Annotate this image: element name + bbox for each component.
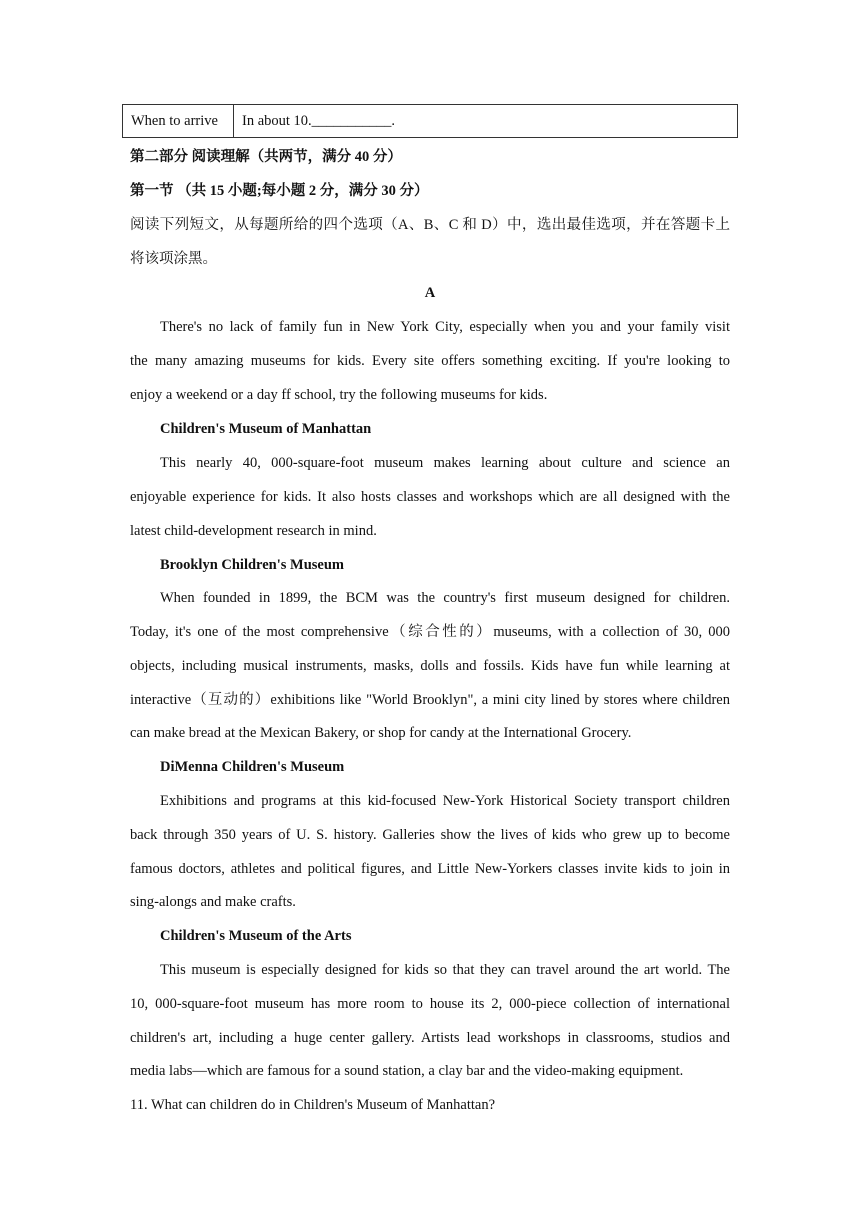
paragraph-line: 10, 000-square-foot museum has more room to house its 2, 000-piece collection of international: [130, 996, 730, 1012]
paragraph-line: Exhibitions and programs at this kid-focused New-York Historical Society transport children: [160, 793, 730, 809]
arrival-table: [122, 104, 738, 138]
table-label-cell: When to arrive: [123, 105, 234, 138]
museum-heading: DiMenna Children's Museum: [160, 759, 345, 775]
paragraph-line: When founded in 1899, the BCM was the country's first museum designed for children.: [160, 590, 730, 606]
paragraph-line: enjoyable experience for kids. It also hosts classes and workshops which are all designed with the: [130, 489, 730, 505]
paragraph-line: This museum is especially designed for kids so that they can travel around the art world. The: [160, 962, 730, 978]
paragraph-line: sing-alongs and make crafts.: [130, 894, 296, 910]
part-title: 第二部分 阅读理解（共两节，满分 40 分）: [130, 149, 402, 165]
section-title: 第一节 （共 15 小题;每小题 2 分，满分 30 分）: [130, 183, 429, 199]
museum-heading: Brooklyn Children's Museum: [160, 557, 344, 573]
paragraph-line: media labs—which are famous for a sound station, a clay bar and the video-making equipment.: [130, 1063, 684, 1079]
paragraph-line: famous doctors, athletes and political figures, and Little New-Yorkers classes invite kids to join in: [130, 861, 730, 877]
paragraph-line: objects, including musical instruments, masks, dolls and fossils. Kids have fun while learning at: [130, 658, 730, 674]
museum-heading: Children's Museum of the Arts: [160, 928, 352, 944]
paragraph-line: There's no lack of family fun in New York City, especially when you and your family visit: [160, 319, 730, 335]
instructions-line: 阅读下列短文，从每题所给的四个选项（A、B、C 和 D）中，选出最佳选项，并在答题卡上: [130, 217, 730, 233]
paragraph-line: interactive（互动的）exhibitions like "World Brooklyn", a mini city lined by stores where children: [130, 692, 730, 708]
paragraph-line: children's art, including a huge center gallery. Artists lead workshops in classrooms, studios and: [130, 1030, 730, 1046]
table-answer-cell: In about 10.___________.: [234, 105, 738, 138]
table-row: [123, 105, 738, 138]
paragraph-line: enjoy a weekend or a day ff school, try the following museums for kids.: [130, 387, 548, 403]
passage-letter: A: [424, 285, 436, 301]
museum-heading: Children's Museum of Manhattan: [160, 421, 372, 437]
paragraph-line: the many amazing museums for kids. Every site offers something exciting. If you're looking to: [130, 353, 730, 369]
instructions-line: 将该项涂黑。: [130, 251, 217, 267]
question-11: 11. What can children do in Children's Museum of Manhattan?: [130, 1097, 496, 1113]
paragraph-line: can make bread at the Mexican Bakery, or shop for candy at the International Grocery.: [130, 725, 632, 741]
paragraph-line: This nearly 40, 000-square-foot museum makes learning about culture and science an: [160, 455, 730, 471]
paragraph-line: Today, it's one of the most comprehensive（综合性的）museums, with a collection of 30, 000: [130, 624, 730, 640]
paragraph-line: latest child-development research in mind.: [130, 523, 377, 539]
paragraph-line: back through 350 years of U. S. history. Galleries show the lives of kids who grew up to become: [130, 827, 730, 843]
